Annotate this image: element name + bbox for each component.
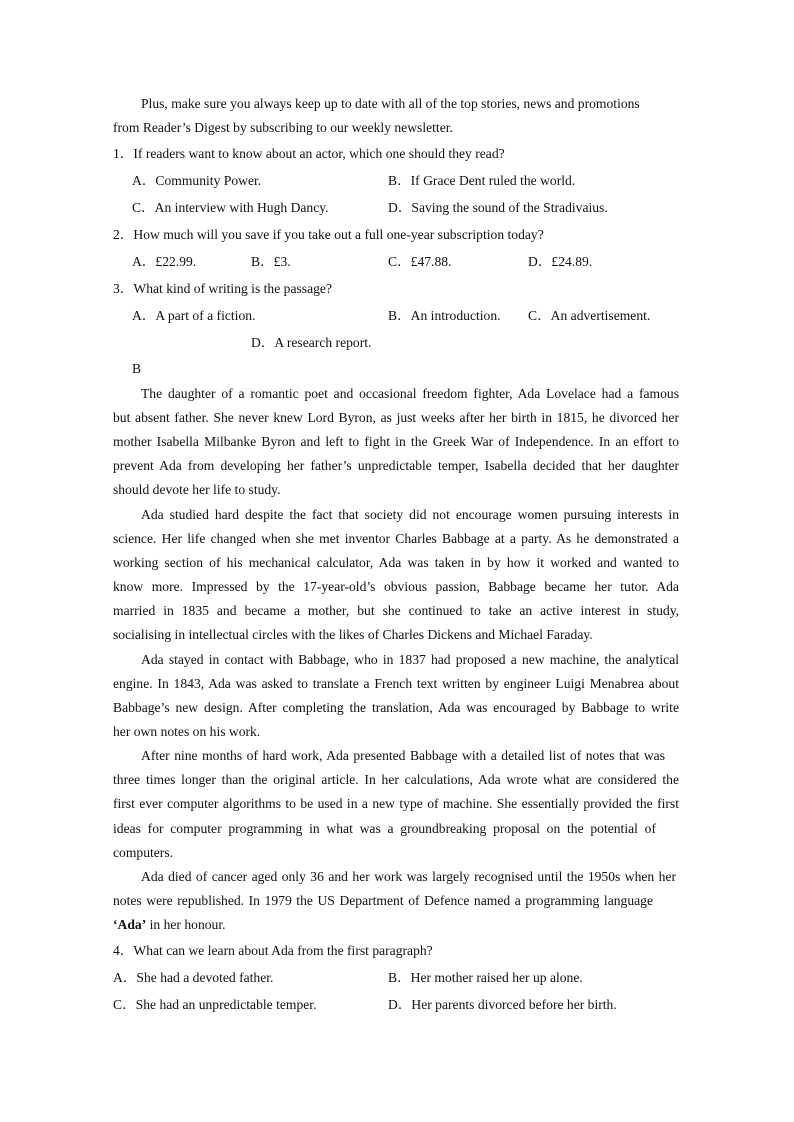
question-1-option-d: D．Saving the sound of the Stradivaius. — [388, 200, 608, 215]
section-b-label: B — [132, 361, 142, 376]
question-2-option-a: A．£22.99. — [132, 254, 197, 269]
passage-b-p4-line: first ever computer algorithms to be used in a new type of machine. She essentially provided the first — [113, 796, 679, 811]
passage-b-p1-line: prevent Ada from developing her father’s unpredictable temper, Isabella decided that her daughter — [113, 458, 679, 473]
question-4-option-d: D．Her parents divorced before her birth. — [388, 997, 617, 1012]
passage-b-p3-line: engine. In 1843, Ada was asked to translate a French text written by engineer Luigi Menabrea about — [113, 676, 679, 691]
question-3-stem: 3．What kind of writing is the passage? — [113, 281, 332, 296]
question-1-option-a: A．Community Power. — [132, 173, 262, 188]
question-1-option-b: B．If Grace Dent ruled the world. — [388, 173, 576, 188]
passage-b-p2-line: socialising in intellectual circles with the likes of Charles Dickens and Michael Faraday. — [113, 627, 593, 642]
passage-a-line: Plus, make sure you always keep up to date with all of the top stories, news and promotions — [141, 96, 640, 111]
question-2-stem: 2．How much will you save if you take out a full one-year subscription today? — [113, 227, 544, 242]
question-3-option-c: C．An advertisement. — [528, 308, 651, 323]
passage-b-p4-line: After nine months of hard work, Ada presented Babbage with a detailed list of notes that was — [141, 748, 665, 763]
passage-b-p2-line: know more. Impressed by the 17-year-old’s obvious passion, Babbage became her tutor. Ada — [113, 579, 679, 594]
question-3-option-b: B．An introduction. — [388, 308, 501, 323]
passage-b-p3-line: Babbage’s new design. After completing the translation, Ada was encouraged by Babbage to write — [113, 700, 679, 715]
question-2-option-b: B．£3. — [251, 254, 291, 269]
question-1-option-c: C．An interview with Hugh Dancy. — [132, 200, 329, 215]
question-2-option-d: D．£24.89. — [528, 254, 593, 269]
question-4-option-c: C．She had an unpredictable temper. — [113, 997, 317, 1012]
passage-b-p4-line: computers. — [113, 845, 174, 860]
passage-b-p1-line: but absent father. She never knew Lord Byron, as just weeks after her birth in 1815, he divorced her — [113, 410, 679, 425]
passage-b-p2-line: married in 1835 and became a mother, but she continued to take an active interest in study, — [113, 603, 679, 618]
question-3-option-d: D．A research report. — [251, 335, 372, 350]
question-1-stem: 1．If readers want to know about an actor, which one should they read? — [113, 146, 505, 161]
question-2-option-c: C．£47.88. — [388, 254, 452, 269]
passage-b-p5-line — [113, 916, 226, 934]
passage-b-p2-line: science. Her life changed when she met inventor Charles Babbage at a party. As he demonstrated a — [113, 531, 679, 546]
passage-b-p2-line: Ada studied hard despite the fact that society did not encourage women pursuing interests in — [141, 507, 679, 522]
language-name-ada: ‘Ada’ — [113, 917, 147, 932]
passage-b-p5-line-rest: in her honour. — [146, 917, 226, 932]
passage-b-p3-line: Ada stayed in contact with Babbage, who in 1837 had proposed a new machine, the analytical — [141, 652, 679, 667]
question-4-stem: 4．What can we learn about Ada from the first paragraph? — [113, 943, 433, 958]
passage-b-p4-line: three times longer than the original article. In her calculations, Ada wrote what are considered the — [113, 772, 679, 787]
passage-b-p4-line: ideas for computer programming in what was a groundbreaking proposal on the potential of — [113, 821, 656, 836]
question-3-option-a: A．A part of a fiction. — [132, 308, 256, 323]
passage-b-p1-line: The daughter of a romantic poet and occasional freedom fighter, Ada Lovelace had a famous — [141, 386, 679, 401]
passage-a-line: from Reader’s Digest by subscribing to our weekly newsletter. — [113, 120, 453, 135]
passage-b-p3-line: her own notes on his work. — [113, 724, 261, 739]
passage-b-p1-line: should devote her life to study. — [113, 482, 281, 497]
passage-b-p1-line: mother Isabella Milbanke Byron and left to fight in the Greek War of Independence. In an effort to — [113, 434, 679, 449]
passage-b-p5-line: Ada died of cancer aged only 36 and her work was largely recognised until the 1950s when her — [141, 869, 676, 884]
question-4-option-b: B．Her mother raised her up alone. — [388, 970, 583, 985]
passage-b-p2-line: working section of his mechanical calculator, Ada was taken in by how it worked and wanted to — [113, 555, 679, 570]
question-4-option-a: A．She had a devoted father. — [113, 970, 274, 985]
passage-b-p5-line: notes were republished. In 1979 the US Department of Defence named a programming language — [113, 893, 653, 908]
